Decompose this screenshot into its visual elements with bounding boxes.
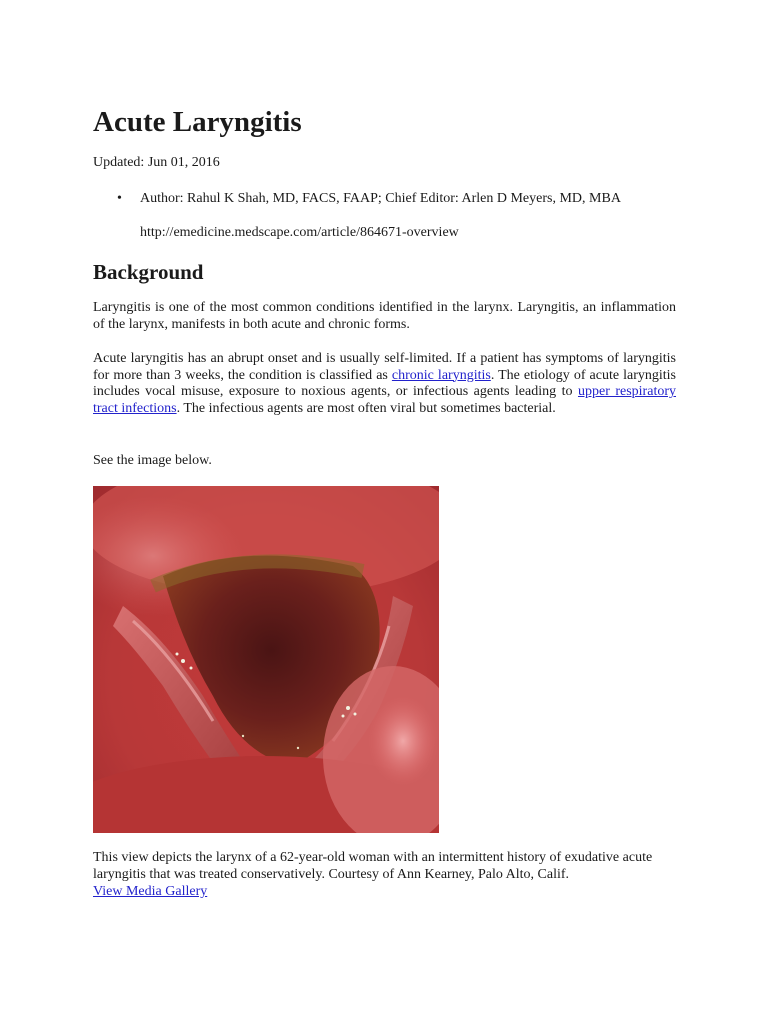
source-url: http://emedicine.medscape.com/article/864671-overview — [140, 225, 459, 240]
chronic-laryngitis-link[interactable]: chronic laryngitis — [391, 367, 491, 383]
figure-caption: This view depicts the larynx of a 62-year-old woman with an intermittent history of exudative acute laryngitis that was treated conservatively. Courtesy of Ann Kearney, Palo Alto, Calif. — [93, 850, 653, 882]
author-line: Author: Rahul K Shah, MD, FACS, FAAP; Chief Editor: Arlen D Meyers, MD, MBA — [140, 191, 621, 206]
background-paragraph-1: Laryngitis is one of the most common conditions identified in the larynx. Laryngitis, an inflammation of the larynx, manifests in both acute and chronic forms. — [93, 300, 676, 332]
background-heading: Background — [93, 260, 204, 284]
updated-date: Updated: Jun 01, 2016 — [93, 155, 220, 170]
see-image-text: See the image below. — [93, 453, 212, 468]
article-title: Acute Laryngitis — [93, 106, 302, 138]
paragraph-2-text-a: Acute laryngitis has an abrupt onset and is usually self-limited. If a patient has symptoms of laryngitis for more than 3 weeks, the condition is classified as — [93, 351, 676, 383]
view-media-gallery-link[interactable]: View Media Gallery — [93, 884, 208, 899]
upper-respiratory-infections-link[interactable]: upper respiratory tract infections — [93, 384, 676, 416]
paragraph-2-text-c: . The infectious agents are most often viral but sometimes bacterial. — [176, 400, 556, 416]
bullet-icon: • — [117, 191, 122, 206]
larynx-image — [93, 486, 439, 833]
background-paragraph-2 — [93, 351, 676, 417]
larynx-photo-illustration — [93, 486, 439, 833]
paragraph-2-text-b: . The etiology of acute laryngitis includes vocal misuse, exposure to noxious agents, or infectious agents leading to — [93, 367, 676, 399]
